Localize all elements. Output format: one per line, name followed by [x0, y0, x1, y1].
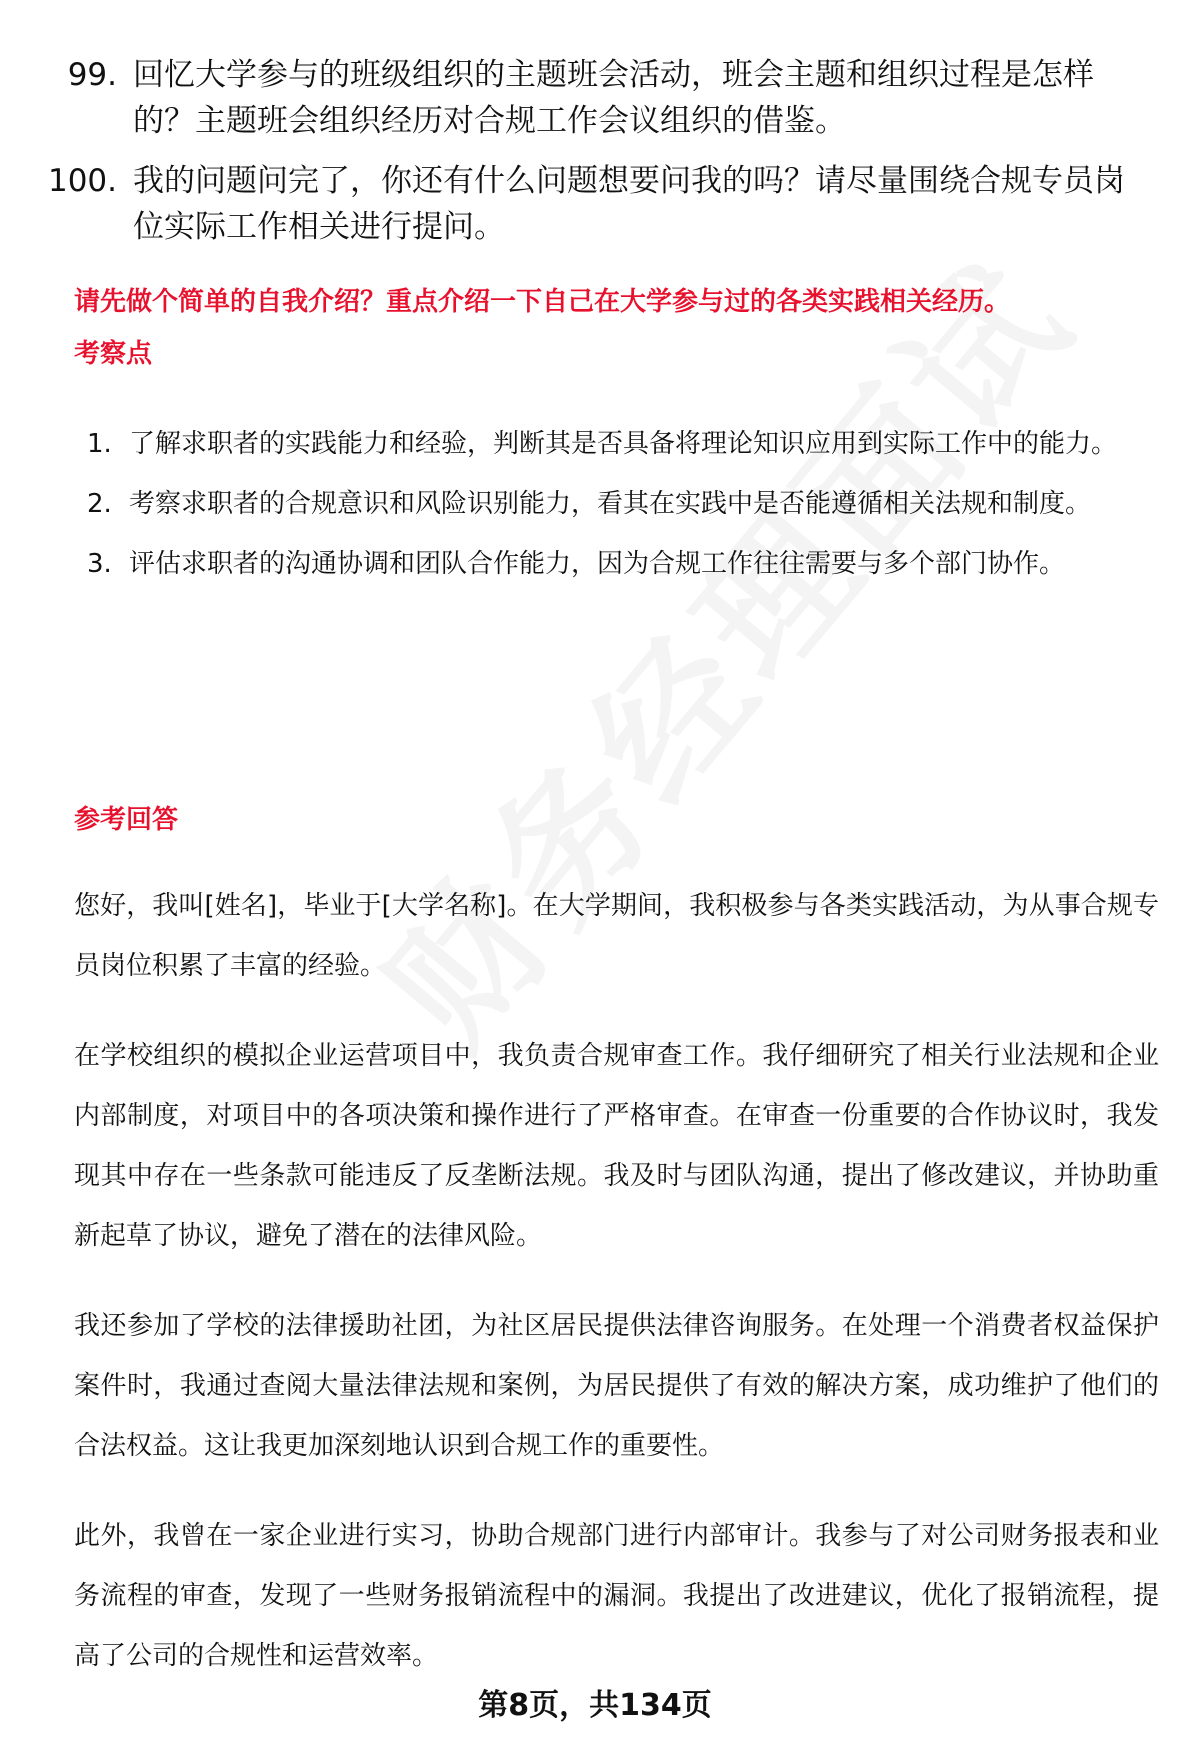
- current-question-title: 请先做个简单的自我介绍？重点介绍一下自己在大学参与过的各类实践相关经历。: [74, 287, 1011, 317]
- exam-point-text: 了解求职者的实践能力和经验，判断其是否具备将理论知识应用到实际工作中的能力。: [129, 429, 1118, 459]
- question-item: [0, 52, 1190, 144]
- exam-point: [0, 414, 1149, 474]
- answer-paragraph: 在学校组织的模拟企业运营项目中，我负责合规审查工作。我仔细研究了相关行业法规和企业内部制度，对项目中的各项决策和操作进行了严格审查。在审查一份重要的合作协议时，我发现其中存在一些条款可能违反了反垄断法规。我及时与团队沟通，提出了修改建议，并协助重新起草了协议，避免了潜在的法律风险。: [74, 1041, 1159, 1251]
- question-number: 99.: [67, 57, 117, 93]
- question-item: [0, 158, 1190, 250]
- page-footer: 第8页，共134页: [478, 1688, 712, 1723]
- question-text: 我的问题问完了，你还有什么问题想要问我的吗？请尽量围绕合规专员岗位实际工作相关进行提问。: [133, 163, 1125, 245]
- exam-point-text: 考察求职者的合规意识和风险识别能力，看其在实践中是否能遵循相关法规和制度。: [129, 489, 1092, 519]
- exam-points-heading: 考察点: [74, 339, 153, 369]
- answer-paragraph: 此外，我曾在一家企业进行实习，协助合规部门进行内部审计。我参与了对公司财务报表和业务流程的审查，发现了一些财务报销流程中的漏洞。我提出了改进建议，优化了报销流程，提高了公司的合规性和运营效率。: [74, 1521, 1159, 1671]
- answer-paragraph: 我还参加了学校的法律援助社团，为社区居民提供法律咨询服务。在处理一个消费者权益保护案件时，我通过查阅大量法律法规和案例，为居民提供了有效的解决方案，成功维护了他们的合法权益。这让我更加深刻地认识到合规工作的重要性。: [74, 1311, 1159, 1461]
- reference-answer-heading: 参考回答: [74, 805, 179, 835]
- exam-point: [0, 534, 1149, 594]
- exam-point-number: 1.: [87, 429, 112, 459]
- question-number: 100.: [47, 163, 117, 199]
- question-list: [0, 52, 1190, 264]
- question-text: 回忆大学参与的班级组织的主题班会活动，班会主题和组织过程是怎样的？主题班会组织经历对合规工作会议组织的借鉴。: [133, 57, 1094, 139]
- answer-paragraph: 您好，我叫[姓名]，毕业于[大学名称]。在大学期间，我积极参与各类实践活动，为从事合规专员岗位积累了丰富的经验。: [74, 891, 1159, 981]
- exam-point-number: 2.: [87, 489, 112, 519]
- exam-points-list: [0, 414, 1190, 594]
- exam-point-number: 3.: [87, 549, 112, 579]
- reference-answer: [74, 876, 1159, 1716]
- exam-point: [0, 474, 1149, 534]
- exam-point-text: 评估求职者的沟通协调和团队合作能力，因为合规工作往往需要与多个部门协作。: [129, 549, 1066, 579]
